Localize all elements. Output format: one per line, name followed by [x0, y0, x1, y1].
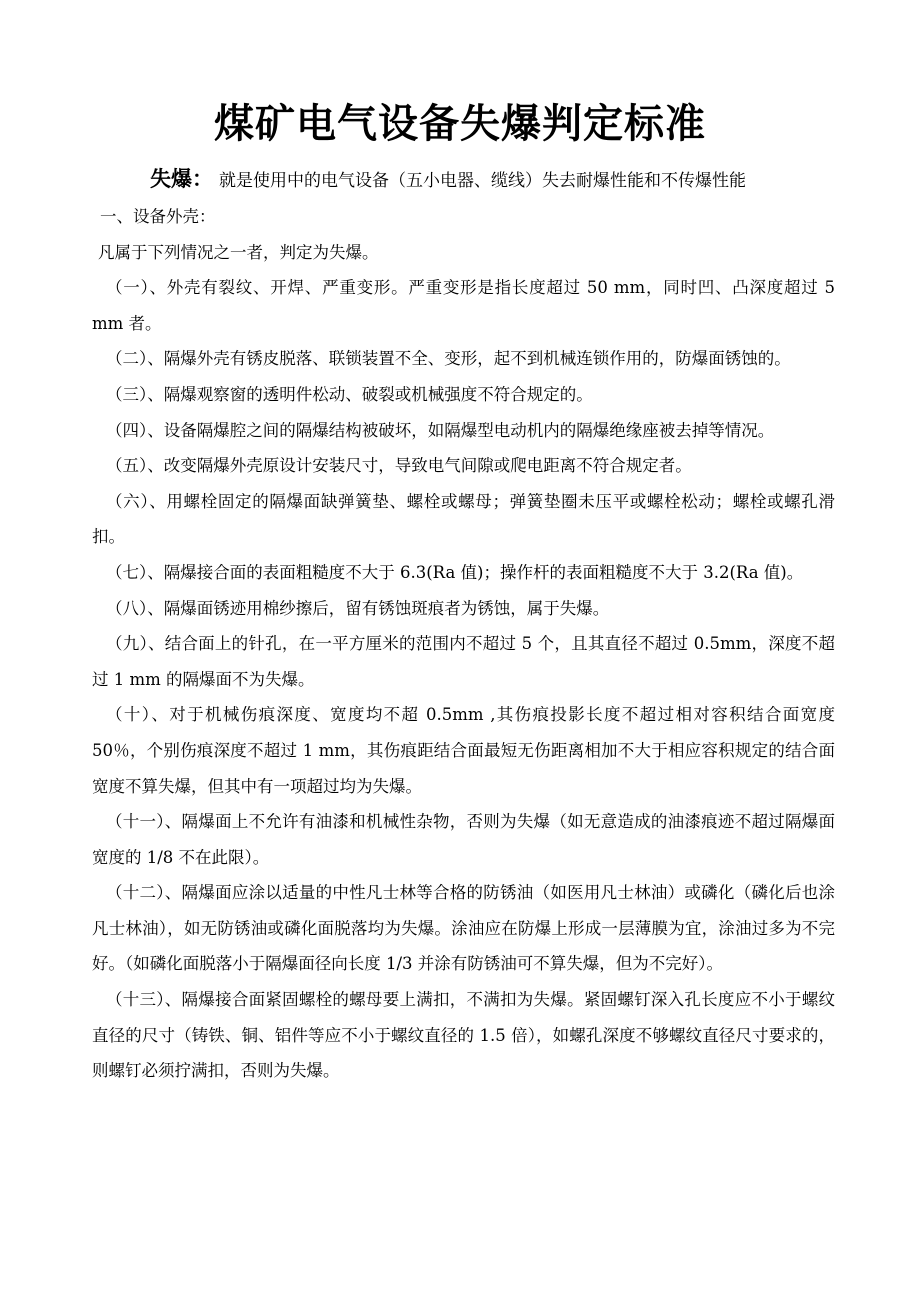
- clause-2: （二）、隔爆外壳有锈皮脱落、联锁装置不全、变形，起不到机械连锁作用的，防爆面锈蚀的。: [106, 349, 791, 369]
- document-body: [92, 199, 835, 1089]
- definition-line: [150, 164, 746, 196]
- clause-7: （七）、隔爆接合面的表面粗糙度不大于 6.3(Ra 值)；操作杆的表面粗糙度不大于 3.2(Ra 值)。: [106, 562, 804, 582]
- clause-6: （六）、用螺栓固定的隔爆面缺弹簧垫、螺栓或螺母；弹簧垫圈未压平或螺栓松动；螺栓或螺孔滑扣。: [92, 491, 835, 547]
- clause-4: （四）、设备隔爆腔之间的隔爆结构被破坏，如隔爆型电动机内的隔爆绝缘座被去掉等情况。: [106, 420, 775, 440]
- clause-3: （三）、隔爆观察窗的透明件松动、破裂或机械强度不符合规定的。: [106, 384, 593, 404]
- clause-11: （十一）、隔爆面上不允许有油漆和机械性杂物，否则为失爆（如无意造成的油漆痕迹不超过隔爆面宽度的 1/8 不在此限）。: [92, 812, 835, 867]
- clause-8: （八）、隔爆面锈迹用棉纱擦后，留有锈蚀斑痕者为锈蚀，属于失爆。: [106, 598, 610, 618]
- clause-5: （五）、改变隔爆外壳原设计安装尺寸，导致电气间隙或爬电距离不符合规定者。: [106, 456, 692, 476]
- clause-12: （十二）、隔爆面应涂以适量的中性凡士林等合格的防锈油（如医用凡士林油）或磷化（磷化后也涂凡士林油），如无防锈油或磷化面脱落均为失爆。涂油应在防爆上形成一层薄膜为宜，涂油过多为不完好。（如磷化面脱落小于隔爆面径向长度 1/3 并涂有防锈油可不算失爆，但为不完好）。: [92, 883, 835, 974]
- clause-1: （一）、外壳有裂纹、开焊、严重变形。严重变形是指长度超过 50 mm，同时凹、凸深度超过 5 mm 者。: [92, 278, 835, 333]
- definition-text: 就是使用中的电气设备（五小电器、缆线）失去耐爆性能和不传爆性能: [219, 171, 746, 191]
- clause-9: （九）、结合面上的针孔，在一平方厘米的范围内不超过 5 个，且其直径不超过 0.5mm，深度不超过 1 mm 的隔爆面不为失爆。: [92, 634, 835, 689]
- definition-term: 失爆：: [150, 166, 213, 191]
- intro-paragraph: 凡属于下列情况之一者，判定为失爆。: [98, 242, 379, 262]
- document-title: 煤矿电气设备失爆判定标准: [214, 100, 706, 147]
- clause-10: （十）、对于机械伤痕深度、宽度均不超 0.5mm ,其伤痕投影长度不超过相对容积结合面宽度 50％，个别伤痕深度不超过 1 mm，其伤痕距结合面最短无伤距离相加不大于相应容积规定的结合面宽度不算失爆，但其中有一项超过均为失爆。: [92, 705, 835, 796]
- clause-13: （十三）、隔爆接合面紧固螺栓的螺母要上满扣，不满扣为失爆。紧固螺钉深入孔长度应不小于螺纹直径的尺寸（铸铁、铜、铝件等应不小于螺纹直径的 1.5 倍），如螺孔深度不够螺纹直径尺寸要求的，则螺钉必须拧满扣，否则为失爆。: [92, 990, 835, 1081]
- section-heading: 一、设备外壳：: [100, 207, 216, 226]
